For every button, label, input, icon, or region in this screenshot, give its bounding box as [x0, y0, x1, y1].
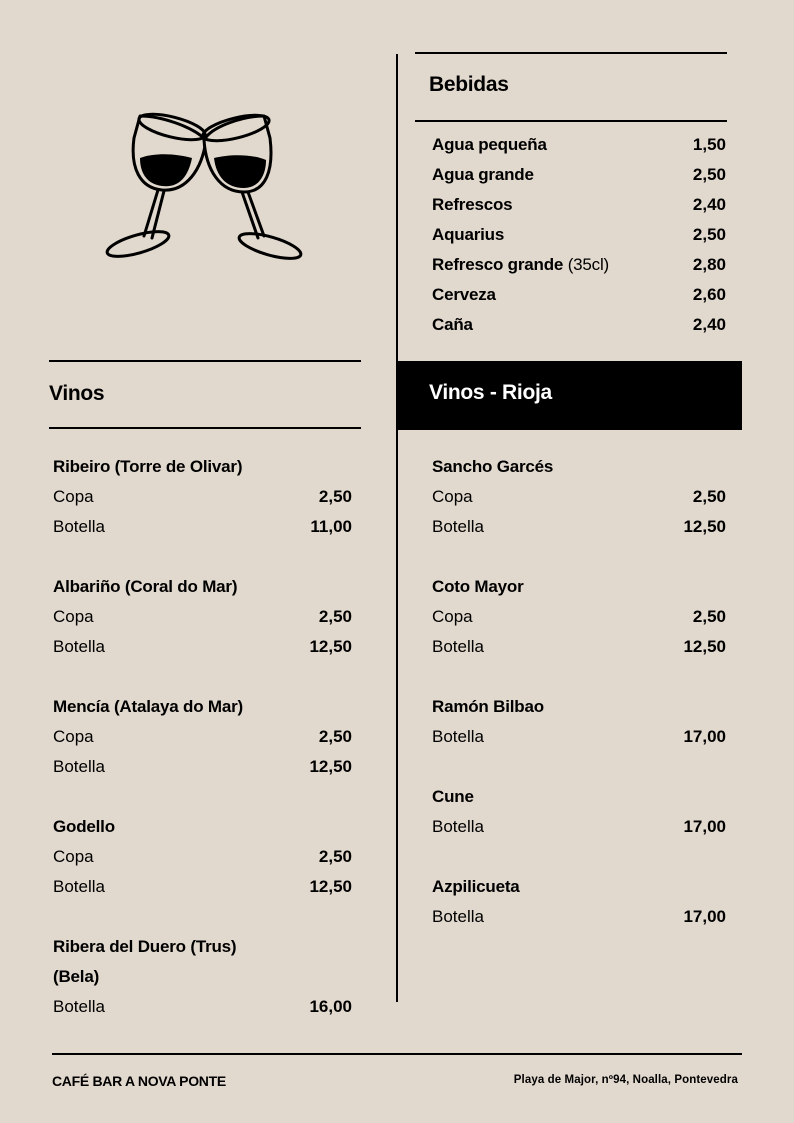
serving-label: Copa	[53, 847, 94, 866]
bebidas-bottom-rule	[415, 120, 727, 122]
wine-name: Coto Mayor	[432, 577, 524, 596]
wine-name-line2: (Bela)	[53, 967, 100, 986]
bebidas-top-rule	[415, 52, 727, 54]
serving-price: 2,50	[692, 607, 726, 626]
serving-label: Botella	[432, 817, 484, 836]
drink-price: 2,40	[692, 315, 726, 334]
serving-label: Copa	[53, 727, 94, 746]
serving-label: Copa	[432, 487, 473, 506]
serving-label: Botella	[53, 517, 105, 536]
wine-name: Ramón Bilbao	[432, 697, 544, 716]
serving-label: Botella	[53, 877, 105, 896]
serving-price: 12,50	[309, 757, 352, 776]
drink-price: 2,80	[692, 255, 726, 274]
bebidas-title: Bebidas	[429, 73, 509, 96]
drink-name-text: Agua pequeña	[432, 135, 547, 154]
footer-address: Playa de Major, nº94, Noalla, Pontevedra	[513, 1074, 738, 1086]
drink-price: 2,60	[692, 285, 726, 304]
serving-price: 2,50	[692, 487, 726, 506]
drink-price: 2,50	[692, 225, 726, 244]
drink-name-text: Cerveza	[432, 285, 496, 304]
drink-name	[432, 285, 496, 305]
wine-name-line1: Ribera del Duero (Trus)	[53, 937, 237, 956]
serving-price: 12,50	[683, 637, 726, 656]
drink-name	[432, 225, 504, 245]
serving-label: Botella	[432, 727, 484, 746]
serving-price: 2,50	[318, 727, 352, 746]
serving-price: 17,00	[683, 817, 726, 836]
drink-name-text: Refresco grande	[432, 255, 564, 274]
footer-rule	[52, 1053, 742, 1055]
drink-note: (35cl)	[567, 255, 610, 274]
vinos-title: Vinos	[49, 382, 105, 405]
drink-name-text: Aquarius	[432, 225, 505, 244]
serving-price: 16,00	[309, 997, 352, 1016]
serving-label: Botella	[53, 757, 105, 776]
serving-label: Botella	[432, 907, 484, 926]
serving-price: 2,50	[318, 847, 352, 866]
drink-price: 2,40	[692, 195, 726, 214]
serving-label: Copa	[53, 487, 94, 506]
vinos-bottom-rule	[49, 427, 361, 429]
serving-price: 2,50	[318, 607, 352, 626]
wine-glasses-toast-icon	[100, 108, 304, 268]
drink-name	[432, 255, 609, 275]
footer-business-name: CAFÉ BAR A NOVA PONTE	[52, 1073, 226, 1089]
serving-price: 12,50	[683, 517, 726, 536]
drink-name	[432, 195, 512, 215]
serving-price: 12,50	[309, 877, 352, 896]
drink-name	[432, 165, 534, 185]
vinos-top-rule	[49, 360, 361, 362]
drink-name-text: Caña	[432, 315, 473, 334]
drink-name	[432, 135, 547, 155]
column-divider	[396, 54, 398, 1002]
serving-label: Botella	[53, 997, 105, 1016]
drink-price: 2,50	[692, 165, 726, 184]
serving-label: Botella	[432, 637, 484, 656]
wine-name: Albariño (Coral do Mar)	[53, 577, 238, 596]
serving-price: 2,50	[318, 487, 352, 506]
drink-name-text: Agua grande	[432, 165, 534, 184]
drink-name	[432, 315, 473, 335]
drink-name-text: Refrescos	[432, 195, 513, 214]
serving-label: Botella	[53, 637, 105, 656]
rioja-title: Vinos - Rioja	[429, 381, 552, 404]
serving-price: 17,00	[683, 727, 726, 746]
drink-price: 1,50	[692, 135, 726, 154]
wine-name: Godello	[53, 817, 115, 836]
serving-label: Botella	[432, 517, 484, 536]
wine-name: Azpilicueta	[432, 877, 520, 896]
wine-name: Ribeiro (Torre de Olivar)	[53, 457, 243, 476]
wine-name: Sancho Garcés	[432, 457, 554, 476]
serving-price: 11,00	[310, 517, 352, 536]
serving-price: 17,00	[683, 907, 726, 926]
wine-name: Mencía (Atalaya do Mar)	[53, 697, 244, 716]
rioja-banner	[396, 361, 742, 430]
wine-name: Cune	[432, 787, 474, 806]
serving-price: 12,50	[309, 637, 352, 656]
serving-label: Copa	[53, 607, 94, 626]
serving-label: Copa	[432, 607, 473, 626]
